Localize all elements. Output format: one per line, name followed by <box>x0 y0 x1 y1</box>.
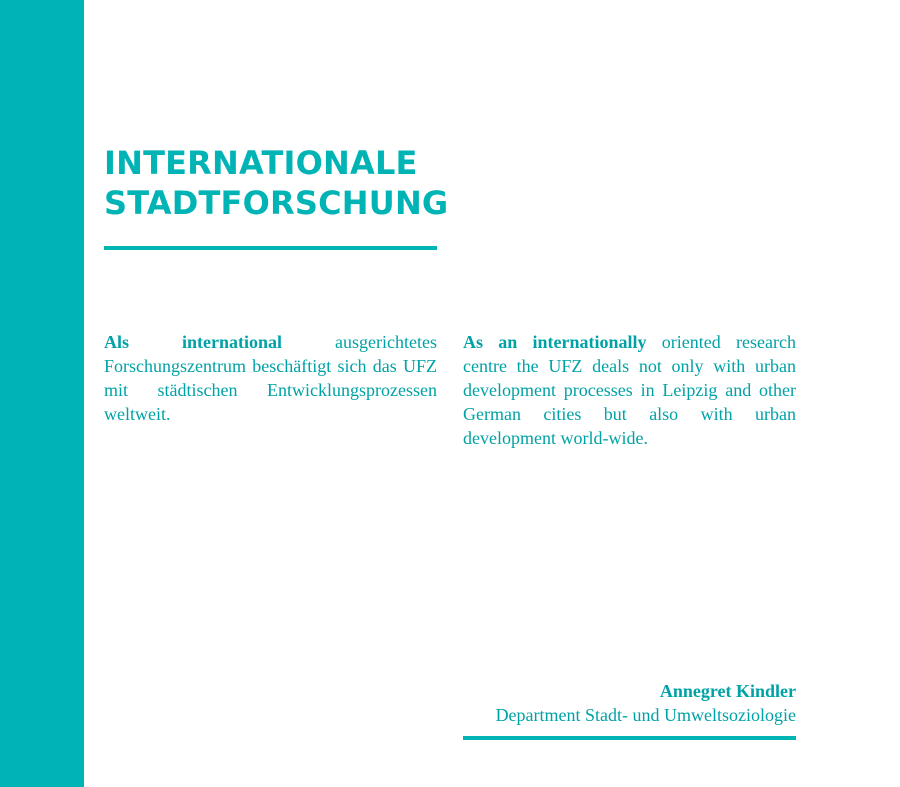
title-line-1: INTERNATIONALE <box>104 144 418 182</box>
author-name: Annegret Kindler <box>659 681 796 701</box>
english-text: oriented research centre the UFZ deals not only with urban development processes in Leipzig and other German cities but also with urban development world-wide. <box>463 332 796 448</box>
english-lead: As an internationally <box>463 332 647 352</box>
page-title <box>104 143 448 223</box>
side-color-bar <box>0 0 84 787</box>
author-department: Department Stadt- und Umweltsoziologie <box>495 705 796 725</box>
title-underline <box>104 246 437 250</box>
german-text: ausgerichtetes Forschungszentrum beschäftigt sich das UFZ mit städtischen Entwicklungsprozessen weltweit. <box>104 332 437 424</box>
author-underline <box>463 736 796 740</box>
german-paragraph <box>104 330 437 426</box>
german-lead: Als international <box>104 332 283 352</box>
title-line-2: STADTFORSCHUNG <box>104 184 449 222</box>
author-block <box>463 679 796 727</box>
english-paragraph <box>463 330 796 450</box>
